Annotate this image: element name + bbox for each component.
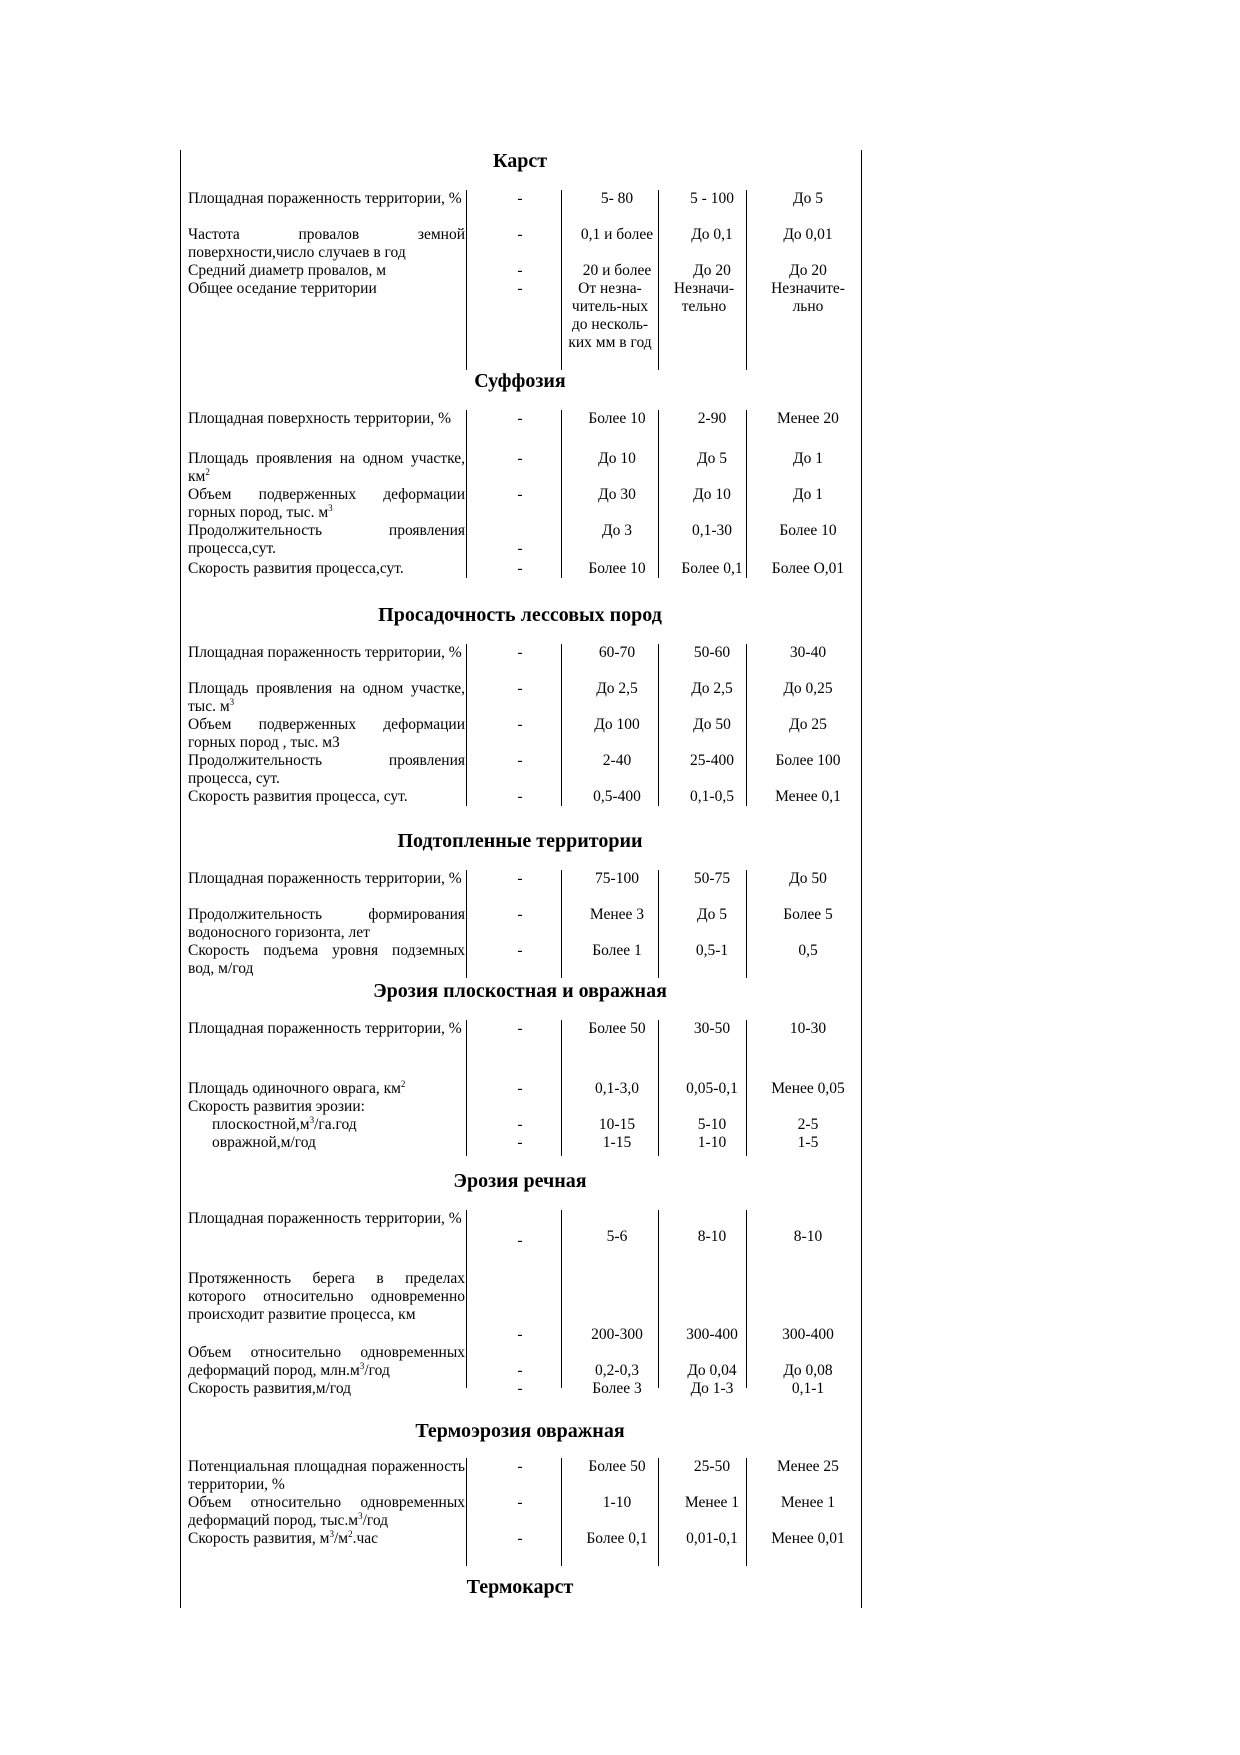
cell: Менее 1 xyxy=(684,1494,740,1511)
cell: - xyxy=(517,1232,523,1249)
cell: 0,1 и более xyxy=(580,226,654,243)
cell: 5-6 xyxy=(606,1228,628,1245)
column-divider xyxy=(658,190,659,370)
cell: До 0,25 xyxy=(783,680,833,697)
column-divider xyxy=(466,1020,467,1156)
section-title-loess: Просадочность лессовых пород xyxy=(378,604,662,626)
section-erosion-gully xyxy=(180,1020,860,1156)
cell: - xyxy=(517,1326,523,1343)
cell: - xyxy=(517,942,523,959)
column-divider xyxy=(466,644,467,806)
section-suffosion xyxy=(180,410,860,578)
cell: До 10 xyxy=(693,486,731,503)
cell: До 30 xyxy=(598,486,636,503)
cell: Менее 0,1 xyxy=(775,788,841,805)
cell: 2-5 xyxy=(797,1116,819,1133)
section-flooded xyxy=(180,870,860,978)
cell: - xyxy=(517,752,523,769)
cell: Более 0,1 xyxy=(681,560,743,577)
cell: 0,5 xyxy=(798,942,818,959)
cell: До 2,5 xyxy=(596,680,638,697)
cell: Более 3 xyxy=(592,1380,642,1397)
cell: До 1 xyxy=(793,486,823,503)
row-label: Скорость развития эрозии: xyxy=(188,1098,365,1115)
cell: До 50 xyxy=(789,870,827,887)
cell: До 1-3 xyxy=(690,1380,734,1397)
row-label: Площадь проявления на одном участке, тыс. $м^3$ xyxy=(188,680,465,715)
cell: 0,1-30 xyxy=(691,522,733,539)
cell: 5-10 xyxy=(697,1116,727,1133)
cell: 5 - 100 xyxy=(690,190,734,207)
row-label: Скорость подъема уровня подземных вод, м/год xyxy=(188,942,465,977)
row-label: Площадь проявления на одном участке, $км^2$ xyxy=(188,450,465,485)
cell: До 5 xyxy=(697,906,727,923)
cell: Менее 20 xyxy=(777,410,839,427)
column-divider xyxy=(746,190,747,370)
row-label: $плоскостной,м^3/га.год$ xyxy=(212,1114,357,1133)
cell: Более 10 xyxy=(779,522,837,539)
section-title-suffosion: Суффозия xyxy=(474,370,566,392)
cell: - xyxy=(517,280,523,297)
row-label: Продолжительность проявления процесса,сут. xyxy=(188,522,465,557)
cell: - xyxy=(517,1362,523,1379)
column-divider xyxy=(466,870,467,978)
cell: - xyxy=(517,226,523,243)
cell: - xyxy=(517,1020,523,1037)
cell: 0,5-400 xyxy=(593,788,641,805)
row-label: Площадная пораженность территории, % xyxy=(188,644,462,661)
cell: - xyxy=(517,1134,523,1151)
cell: До 10 xyxy=(598,450,636,467)
cell: 2-90 xyxy=(697,410,727,427)
cell: 0,1-1 xyxy=(791,1380,825,1397)
cell: Более 50 xyxy=(588,1020,646,1037)
cell: До 50 xyxy=(693,716,731,733)
cell: До 5 xyxy=(793,190,823,207)
cell: 1-15 xyxy=(602,1134,632,1151)
cell: 2-40 xyxy=(602,752,632,769)
row-label: Объем подверженных деформации горных пород, тыс. $м^3$ xyxy=(188,486,465,521)
cell: До 0,04 xyxy=(687,1362,737,1379)
cell: 10-30 xyxy=(789,1020,827,1037)
section-karst xyxy=(180,190,860,370)
cell: До 20 xyxy=(693,262,731,279)
row-label: Площадная пораженность территории, % xyxy=(188,1210,462,1227)
cell: - xyxy=(517,1494,523,1511)
cell: - xyxy=(517,788,523,805)
cell: - xyxy=(517,560,523,577)
row-label: Площадная поверхность территории, % xyxy=(188,410,452,427)
row-label: Скорость развития процесса,сут. xyxy=(188,560,404,577)
cell: До 0,08 xyxy=(783,1362,833,1379)
cell: 1-10 xyxy=(602,1494,632,1511)
cell: Более 1 xyxy=(592,942,642,959)
cell: Более 10 xyxy=(588,560,646,577)
row-label: Объем подверженных деформации горных пород , тыс. м3 xyxy=(188,716,465,751)
row-label: Продолжительность проявления процесса, сут. xyxy=(188,752,465,787)
section-title-thermoerosion: Термоэрозия овражная xyxy=(415,1420,625,1442)
cell: - xyxy=(517,262,523,279)
row-label: Частота провалов земной поверхности,число случаев в год xyxy=(188,226,465,261)
section-title-erosion-gully: Эрозия плоскостная и овражная xyxy=(373,980,667,1002)
cell: До 20 xyxy=(789,262,827,279)
cell: 0,1-0,5 xyxy=(690,788,734,805)
section-title-thermokarst: Термокарст xyxy=(466,1576,574,1598)
cell: 1-5 xyxy=(797,1134,819,1151)
column-divider xyxy=(466,1210,467,1388)
cell: 20 и более xyxy=(582,262,652,279)
section-title-flooded: Подтопленные территории xyxy=(397,830,643,852)
row-label: Общее оседание территории xyxy=(188,280,377,297)
cell: До 0,1 xyxy=(691,226,733,243)
cell: 50-75 xyxy=(693,870,731,887)
column-divider xyxy=(466,1458,467,1566)
cell: - xyxy=(517,190,523,207)
section-loess xyxy=(180,644,860,806)
cell: - xyxy=(517,870,523,887)
cell: 60-70 xyxy=(598,644,636,661)
cell: 1-10 xyxy=(697,1134,727,1151)
row-label: Скорость развития, $м^3/м^2.час$ xyxy=(188,1528,378,1547)
cell: - xyxy=(517,1458,523,1475)
cell: До 1 xyxy=(793,450,823,467)
cell: Незначи-тельно xyxy=(673,280,735,315)
cell: 0,5-1 xyxy=(695,942,729,959)
cell: 0,1-3,0 xyxy=(595,1080,639,1097)
cell: Более 50 xyxy=(588,1458,646,1475)
cell: - xyxy=(517,1116,523,1133)
cell: - xyxy=(517,906,523,923)
cell: Менее 1 xyxy=(780,1494,836,1511)
cell: - xyxy=(517,1380,523,1397)
row-label: Площадная пораженность территории, % xyxy=(188,1020,462,1037)
column-divider xyxy=(466,410,467,578)
cell: 75-100 xyxy=(595,870,639,887)
row-label: Площадная пораженность территории, % xyxy=(188,190,462,207)
cell: - xyxy=(517,450,523,467)
row-label: Средний диаметр провалов, м xyxy=(188,262,387,279)
cell: - xyxy=(517,1080,523,1097)
row-label: Объем относительно одновременных деформаций пород, $млн.м^3$/год xyxy=(188,1344,465,1379)
row-label: Протяженность берега в пределах которого относительно одновременно происходит развитие процесса, км xyxy=(188,1270,465,1323)
cell: До 0,01 xyxy=(783,226,833,243)
cell: От незна-читель-ных до несколь-ких мм в год xyxy=(568,280,652,351)
row-label: Площадь одиночного оврага, $км^2$ xyxy=(188,1078,406,1097)
cell: Более 100 xyxy=(775,752,841,769)
cell: До 2,5 xyxy=(691,680,733,697)
section-title-karst: Карст xyxy=(492,150,548,172)
cell: 200-300 xyxy=(591,1326,643,1343)
cell: 0,2-0,3 xyxy=(595,1362,639,1379)
cell: - xyxy=(517,410,523,427)
row-label: Площадная пораженность территории, % xyxy=(188,870,462,887)
cell: Более О,01 xyxy=(771,560,845,577)
cell: 25-400 xyxy=(690,752,734,769)
row-label: Потенциальная площадная пораженность территории, % xyxy=(188,1458,465,1493)
column-divider xyxy=(466,190,467,370)
cell: 30-40 xyxy=(789,644,827,661)
cell: 8-10 xyxy=(697,1228,727,1245)
cell: - xyxy=(517,680,523,697)
cell: Незначите-льно xyxy=(771,280,845,315)
cell: - xyxy=(517,540,523,557)
cell: 0,01-0,1 xyxy=(686,1530,738,1547)
cell: - xyxy=(517,486,523,503)
cell: - xyxy=(517,1530,523,1547)
cell: Менее 0,05 xyxy=(771,1080,845,1097)
cell: 5- 80 xyxy=(600,190,634,207)
cell: Менее 25 xyxy=(777,1458,839,1475)
cell: 30-50 xyxy=(693,1020,731,1037)
cell: 300-400 xyxy=(782,1326,834,1343)
row-label: Скорость развития,м/год xyxy=(188,1380,352,1397)
row-label: Объем относительно одновременных деформаций пород, $тыс.м^3$/год xyxy=(188,1494,465,1529)
section-erosion-river xyxy=(180,1210,860,1397)
row-label: Продолжительность формирования водоносного горизонта, лет xyxy=(188,906,465,941)
row-label: Скорость развития процесса, сут. xyxy=(188,788,408,805)
cell: Менее 0,01 xyxy=(771,1530,845,1547)
cell: До 25 xyxy=(789,716,827,733)
cell: 50-60 xyxy=(693,644,731,661)
section-title-erosion-river: Эрозия речная xyxy=(453,1170,587,1192)
cell: 10-15 xyxy=(598,1116,636,1133)
cell: До 100 xyxy=(594,716,640,733)
cell: Менее 3 xyxy=(589,906,645,923)
cell: - xyxy=(517,716,523,733)
cell: - xyxy=(517,644,523,661)
cell: 8-10 xyxy=(793,1228,823,1245)
row-label: овражной,м/год xyxy=(212,1134,316,1151)
cell: До 5 xyxy=(697,450,727,467)
cell: Более 10 xyxy=(588,410,646,427)
cell: 25-50 xyxy=(693,1458,731,1475)
cell: До 3 xyxy=(602,522,632,539)
cell: Более 0,1 xyxy=(586,1530,648,1547)
cell: 300-400 xyxy=(686,1326,738,1343)
section-thermoerosion xyxy=(180,1458,860,1566)
cell: 0,05-0,1 xyxy=(686,1080,738,1097)
cell: Более 5 xyxy=(783,906,833,923)
